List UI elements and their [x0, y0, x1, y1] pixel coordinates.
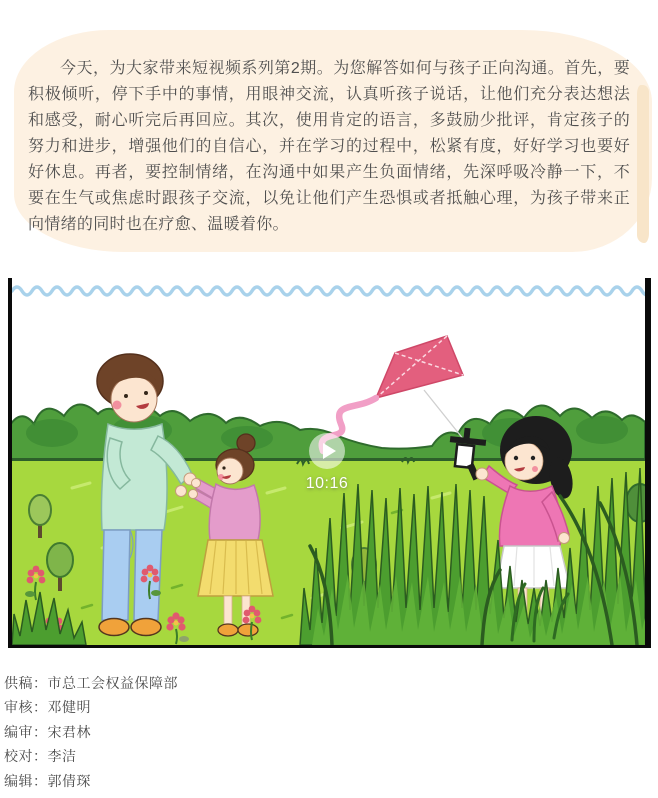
credits [4, 671, 178, 793]
credit-line-editor-in-chief [4, 720, 178, 744]
credit-separator: ： [33, 699, 48, 716]
credit-line-contributor [4, 671, 178, 695]
credit-value: 宋君林 [47, 723, 91, 740]
credit-value: 郭倩琛 [47, 772, 91, 789]
credit-separator: ： [33, 675, 48, 691]
intro-paragraph: 今天，为大家带来短视频系列第2期。为您解答如何与孩子正向沟通。首先，要积极倾听，停下手中的事情，用眼神交流，认真听孩子说话，让他们充分表达想法和感受，耐心听完后再回应。其次，使用肯定的语言，多鼓励少批评，肯定孩子的努力和进步，增强他们的自信心，并在学习的过程中，松紧有度，好好学习也要好好休息。再者，要控制情绪，在沟通中如果产生负面情绪，先深呼吸冷静一下，不要在生气或焦虑时跟孩子交流，以免让他们产生恐惧或者抵触心理，为孩子带来正向情绪的同时也在疗愈、温暖着你。 [28, 60, 630, 233]
credit-separator: ： [33, 772, 48, 789]
credit-label: 校对 [4, 748, 33, 765]
credit-label: 编审 [4, 723, 33, 740]
credit-line-proofreader [4, 744, 178, 768]
credit-label: 编辑 [4, 772, 33, 789]
credit-line-editor [4, 769, 178, 793]
credit-line-reviewer [4, 695, 178, 719]
credit-separator: ： [33, 748, 48, 765]
video-player[interactable] [8, 278, 651, 648]
play-icon [323, 443, 336, 459]
card-edge-accent [637, 85, 649, 243]
credit-separator: ： [33, 723, 48, 740]
credit-value: 市总工会权益保障部 [47, 675, 178, 691]
credit-label: 审核 [4, 699, 33, 716]
credit-label: 供稿 [4, 675, 33, 691]
credit-value: 李洁 [47, 748, 77, 765]
credit-value: 邓健明 [47, 699, 91, 716]
play-button[interactable] [309, 433, 345, 469]
intro-card [14, 30, 652, 252]
video-duration: 10:16 [305, 475, 349, 492]
